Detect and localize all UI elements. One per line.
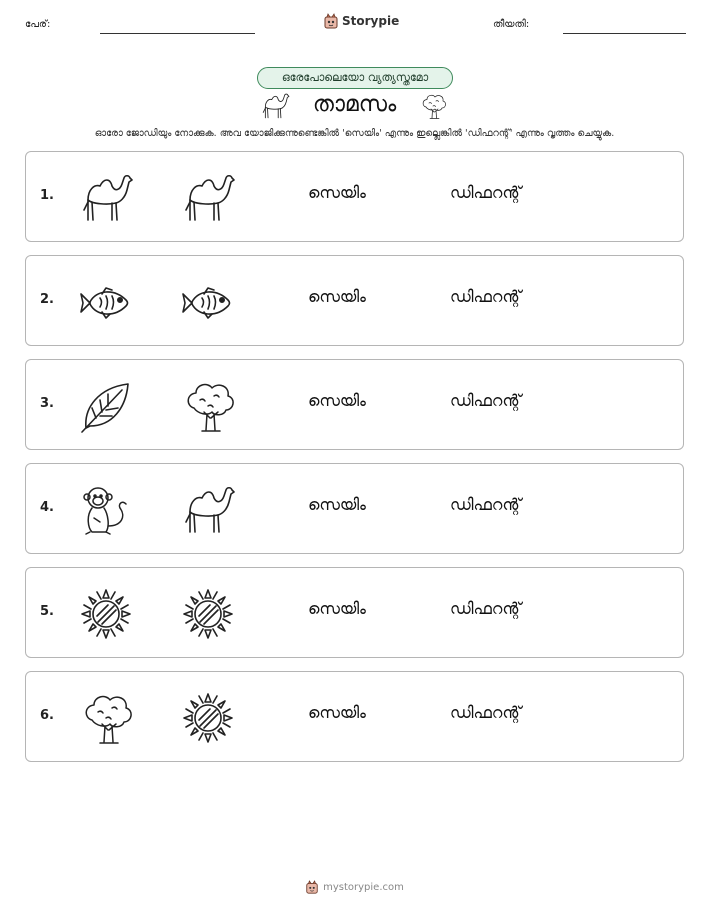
question-number: 5.	[40, 604, 54, 619]
monkey-icon	[78, 482, 134, 538]
option-same[interactable]: സെയിം	[308, 287, 366, 306]
storypie-logo-icon	[323, 13, 339, 29]
sun-icon	[180, 586, 236, 642]
sun-icon	[78, 586, 134, 642]
name-label: പേര്:	[25, 19, 51, 30]
question-number: 1.	[40, 188, 54, 203]
date-line[interactable]	[563, 33, 686, 34]
camel-icon	[78, 170, 134, 226]
option-different[interactable]: ഡിഫറന്റ്	[450, 495, 522, 514]
footer	[0, 880, 709, 894]
option-same[interactable]: സെയിം	[308, 599, 366, 618]
storypie-logo-icon	[305, 880, 319, 894]
option-same[interactable]: സെയിം	[308, 495, 366, 514]
tree-icon	[78, 690, 134, 746]
fish-icon	[180, 274, 236, 330]
footer-url: mystorypie.com	[323, 881, 404, 893]
name-line[interactable]	[100, 33, 255, 34]
tree-icon	[419, 91, 447, 121]
question-row	[25, 151, 684, 242]
tree-icon	[180, 378, 236, 434]
brand-name: Storypie	[342, 14, 400, 28]
worksheet-title: താമസം	[312, 92, 397, 117]
fish-icon	[78, 274, 134, 330]
question-number: 3.	[40, 396, 54, 411]
option-different[interactable]: ഡിഫറന്റ്	[450, 287, 522, 306]
option-same[interactable]: സെയിം	[308, 183, 366, 202]
question-row	[25, 359, 684, 450]
option-same[interactable]: സെയിം	[308, 391, 366, 410]
option-different[interactable]: ഡിഫറന്റ്	[450, 391, 522, 410]
option-different[interactable]: ഡിഫറന്റ്	[450, 599, 522, 618]
question-row	[25, 567, 684, 658]
option-different[interactable]: ഡിഫറന്റ്	[450, 183, 522, 202]
sun-icon	[180, 690, 236, 746]
topic-badge: ഒരേപോലെയോ വ്യത്യസ്തമോ	[257, 67, 453, 89]
question-row	[25, 255, 684, 346]
camel-icon	[180, 482, 236, 538]
question-number: 6.	[40, 708, 54, 723]
date-label: തീയതി:	[493, 19, 530, 30]
option-different[interactable]: ഡിഫറന്റ്	[450, 703, 522, 722]
question-row	[25, 463, 684, 554]
question-number: 2.	[40, 292, 54, 307]
instructions: ഓരോ ജോഡിയും നോക്കുക. അവ യോജിക്കുന്നുണ്ടെങ്കിൽ 'സെയിം' എന്നും ഇല്ലെങ്കിൽ 'ഡിഫറന്റ്' എന്നും വൃത്തം ചെയ്യുക.	[94, 128, 615, 139]
leaf-icon	[78, 378, 134, 434]
option-same[interactable]: സെയിം	[308, 703, 366, 722]
camel-icon	[180, 170, 236, 226]
question-number: 4.	[40, 500, 54, 515]
brand-logo	[323, 13, 399, 29]
question-row	[25, 671, 684, 762]
